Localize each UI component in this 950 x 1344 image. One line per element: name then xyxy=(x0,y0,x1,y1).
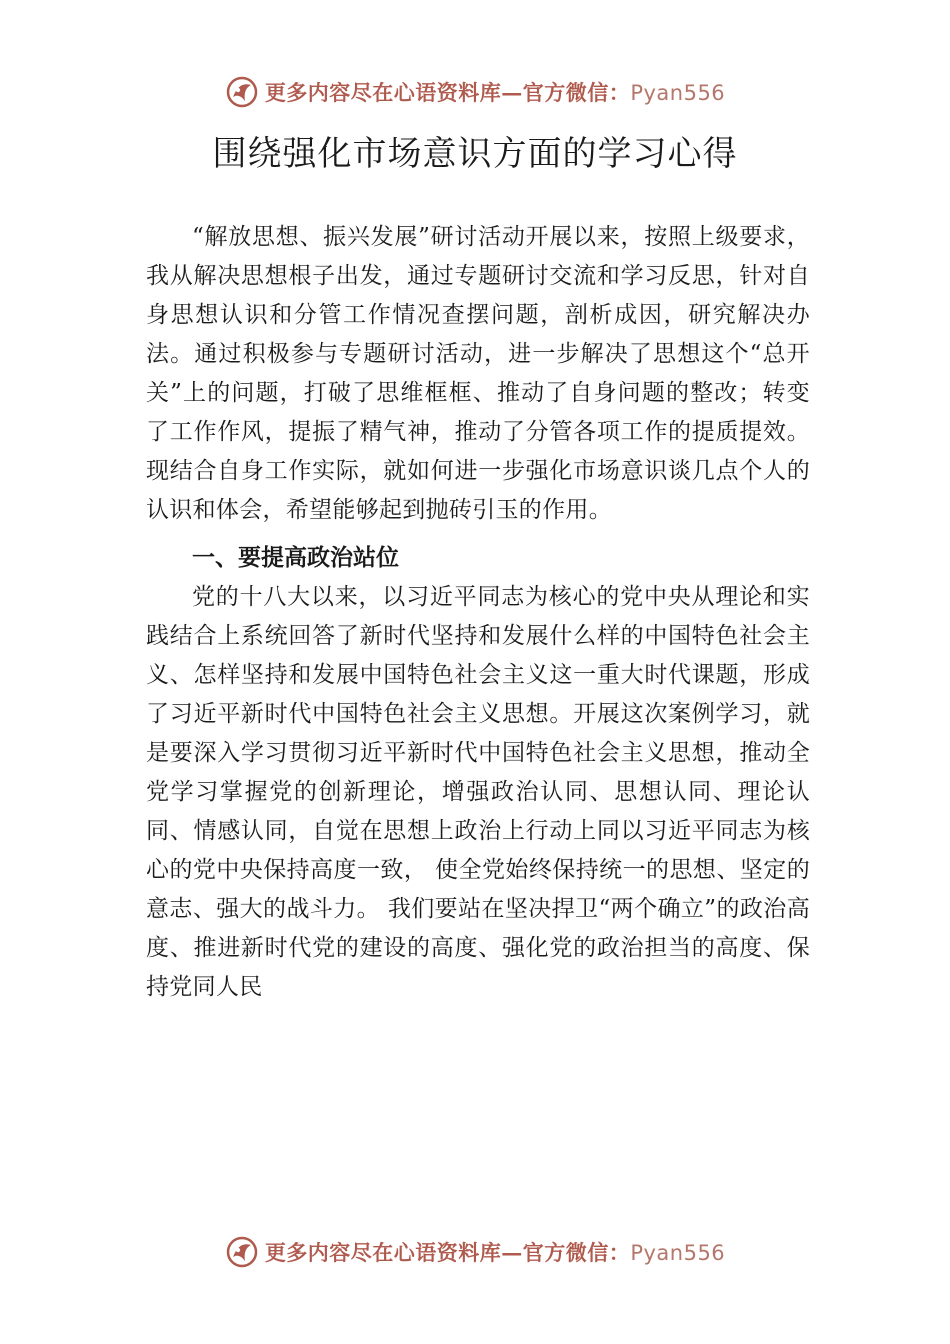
header-watermark xyxy=(0,72,950,112)
watermark-label: 更多内容尽在心语资料库—官方微信： xyxy=(264,1240,631,1265)
watermark-wechat-id: Pyan556 xyxy=(630,1241,726,1265)
intro-paragraph: “解放思想、振兴发展”研讨活动开展以来，按照上级要求，我从解决思想根子出发，通过专题研讨交流和学习反思，针对自身思想认识和分管工作情况查摆问题，剖析成因，研究解决办法。通过积极参与专题研讨活动，进一步解决了思想这个“总开关”上的问题，打破了思维框框、推动了自身问题的整改；转变了工作作风，提振了精气神，推动了分管各项工作的提质提效。现结合自身工作实际，就如何进一步强化市场意识谈几点个人的认识和体会，希望能够起到抛砖引玉的作用。 xyxy=(146,224,810,523)
watermark-text xyxy=(265,1237,725,1267)
watermark-label: 更多内容尽在心语资料库—官方微信： xyxy=(264,80,631,105)
section-1-paragraph: 党的十八大以来，以习近平同志为核心的党中央从理论和实践结合上系统回答了新时代坚持和发展什么样的中国特色社会主义、怎样坚持和发展中国特色社会主义这一重大时代课题，形成了习近平新时代中国特色社会主义思想。开展这次案例学习，就是要深入学习贯彻习近平新时代中国特色社会主义思想，推动全党学习掌握党的创新理论，增强政治认同、思想认同、理论认同、情感认同，自觉在思想上政治上行动上同以习近平同志为核心的党中央保持高度一致， 使全党始终保持统一的思想、坚定的意志、强大的战斗力。 我们要站在坚决捍卫“两个确立”的政治高度、推进新时代党的建设的高度、强化党的政治担当的高度、保持党同人民 xyxy=(146,584,810,1000)
watermark-wechat-id: Pyan556 xyxy=(630,81,726,105)
document-title: 围绕强化市场意识方面的学习心得 xyxy=(212,134,738,174)
section-heading-1: 一、要提高政治站位 xyxy=(192,545,399,571)
watermark-logo-icon xyxy=(225,75,259,109)
watermark-text xyxy=(265,77,725,107)
footer-watermark xyxy=(0,1232,950,1272)
document-body xyxy=(146,218,810,1007)
watermark-logo-icon xyxy=(225,1235,259,1269)
